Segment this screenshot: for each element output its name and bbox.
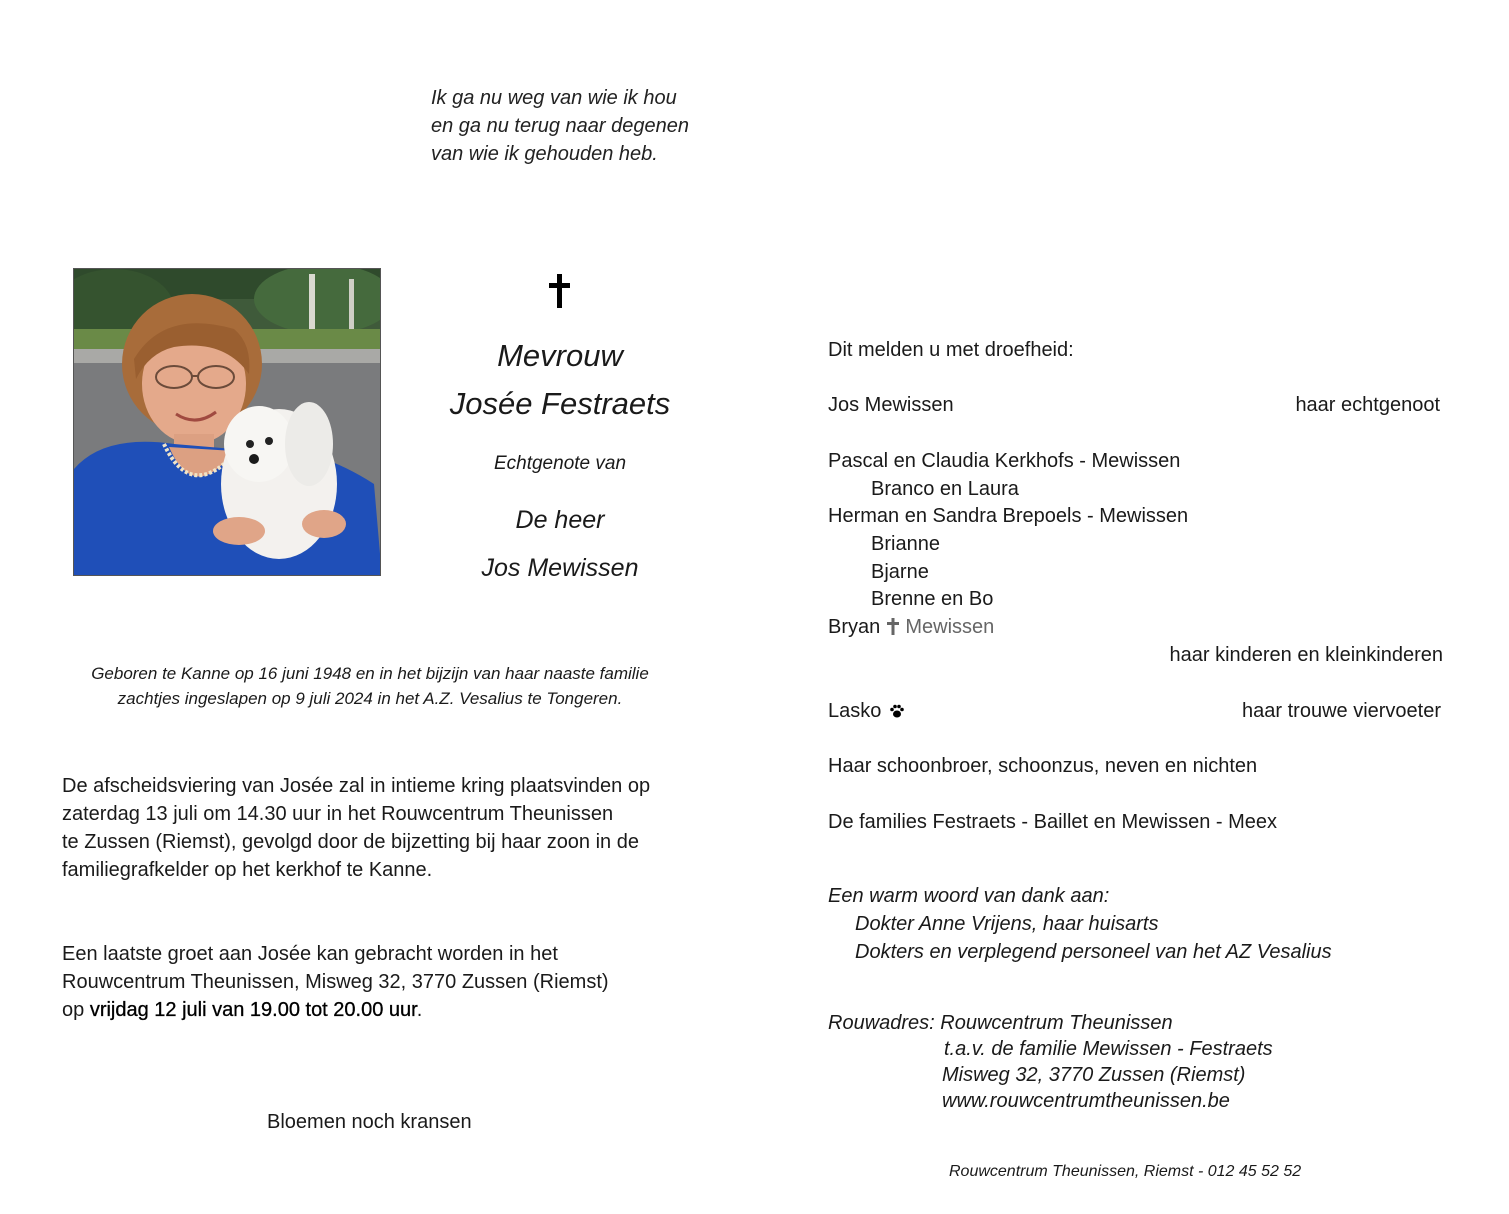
grandchild-2c: Brenne en Bo xyxy=(871,588,994,610)
thanks-line-2: Dokters en verplegend personeel van het AZ Vesalius xyxy=(855,941,1332,963)
in-laws: Haar schoonbroer, schoonzus, neven en nichten xyxy=(828,755,1258,777)
portrait-photo-icon xyxy=(74,269,381,576)
grandchildren-1: Branco en Laura xyxy=(871,478,1019,500)
portrait-photo xyxy=(73,268,381,576)
thanks-section xyxy=(828,882,1332,966)
deceased-name: Josée Festraets xyxy=(449,386,671,421)
birth-death-notice xyxy=(40,661,700,711)
poem-line-1: Ik ga nu weg van wie ik hou xyxy=(431,87,677,109)
spouse-name: Jos Mewissen xyxy=(481,554,639,582)
children-role: haar kinderen en kleinkinderen xyxy=(1169,644,1443,666)
pet-name: Lasko xyxy=(828,700,882,722)
pet-role: haar trouwe viervoeter xyxy=(1242,700,1441,722)
grandchild-2b: Bjarne xyxy=(871,561,929,583)
deceased-title: Mevrouw xyxy=(497,338,623,373)
child-3 xyxy=(828,613,994,641)
thanks-line-1: Dokter Anne Vrijens, haar huisarts xyxy=(855,913,1159,935)
husband-name: Jos Mewissen xyxy=(828,394,954,416)
greeting-line-1: Een laatste groet aan Josée kan gebracht worden in het xyxy=(62,943,558,965)
ceremony-line-2: zaterdag 13 juli om 14.30 uur in het Rouwcentrum Theunissen xyxy=(62,803,614,825)
footer-credit: Rouwcentrum Theunissen, Riemst - 012 45 52 52 xyxy=(949,1163,1302,1180)
family-intro: Dit melden u met droefheid: xyxy=(828,339,1074,361)
poem-line-2: en ga nu terug naar degenen xyxy=(431,115,689,137)
address-line-1: Rouwadres: Rouwcentrum Theunissen xyxy=(828,1012,1173,1034)
greeting-line-2: Rouwcentrum Theunissen, Misweg 32, 3770 Zussen (Riemst) xyxy=(62,971,609,993)
address-website: www.rouwcentrumtheunissen.be xyxy=(942,1090,1230,1112)
child-2: Herman en Sandra Brepoels - Mewissen xyxy=(828,505,1189,527)
families: De families Festraets - Baillet en Mewissen - Meex xyxy=(828,811,1278,833)
greeting-paragraph xyxy=(62,940,609,1024)
child-1: Pascal en Claudia Kerkhofs - Mewissen xyxy=(828,450,1181,472)
greeting-prefix: op xyxy=(62,999,90,1021)
ceremony-line-4: familiegrafkelder op het kerkhof te Kanne. xyxy=(62,859,433,881)
poem xyxy=(431,84,689,168)
birth-line-2: zachtjes ingeslapen op 9 juli 2024 in het A.Z. Vesalius te Tongeren. xyxy=(117,689,623,708)
small-cross-icon xyxy=(886,617,900,635)
thanks-intro: Een warm woord van dank aan: xyxy=(828,885,1110,907)
pet-line xyxy=(828,697,905,725)
address-line-3: Misweg 32, 3770 Zussen (Riemst) xyxy=(942,1064,1246,1086)
birth-line-1: Geboren te Kanne op 16 juni 1948 en in het bijzijn van haar naaste familie xyxy=(91,664,649,683)
flowers-note: Bloemen noch kransen xyxy=(267,1111,472,1133)
ceremony-line-1: De afscheidsviering van Josée zal in intieme kring plaatsvinden op xyxy=(62,775,651,797)
mourning-address xyxy=(828,1010,1273,1114)
poem-line-3: van wie ik gehouden heb. xyxy=(431,143,658,165)
child-3-first: Bryan xyxy=(828,616,881,638)
paw-icon xyxy=(889,703,905,719)
husband-role: haar echtgenoot xyxy=(1295,394,1440,416)
child-3-last: Mewissen xyxy=(905,616,995,638)
relation-label: Echtgenote van xyxy=(493,453,627,474)
greeting-time: vrijdag 12 juli van 19.00 tot 20.00 uur xyxy=(89,999,417,1021)
ceremony-line-3: te Zussen (Riemst), gevolgd door de bijzetting bij haar zoon in de xyxy=(62,831,639,853)
address-line-2: t.a.v. de familie Mewissen - Festraets xyxy=(944,1038,1273,1060)
ceremony-paragraph xyxy=(62,772,650,884)
spouse-title: De heer xyxy=(515,506,605,534)
grandchild-2a: Brianne xyxy=(871,533,940,555)
greeting-suffix: . xyxy=(416,999,423,1021)
greeting-line-3 xyxy=(62,996,609,1024)
cross-icon xyxy=(540,272,580,308)
